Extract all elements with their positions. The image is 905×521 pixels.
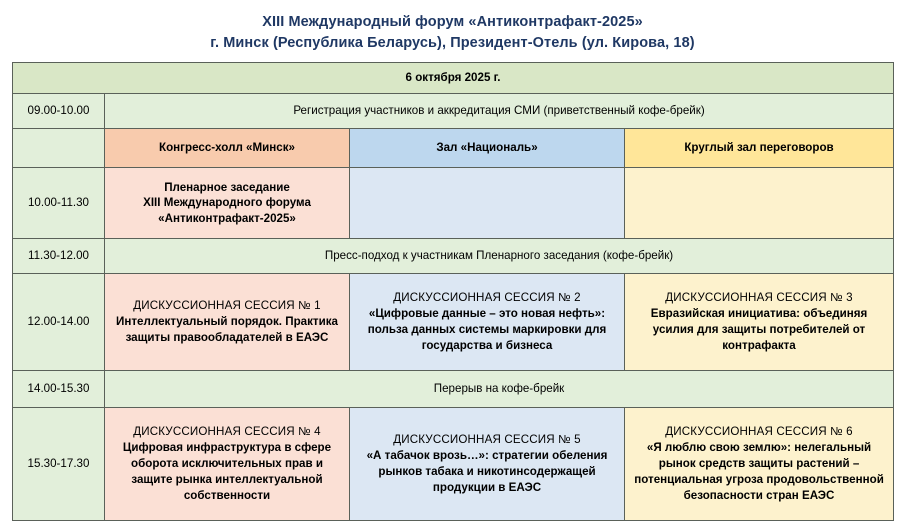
spacer-cell bbox=[13, 129, 105, 168]
page-title bbox=[12, 0, 893, 62]
session-5-label: ДИСКУССИОННАЯ СЕССИЯ № 5 bbox=[393, 432, 581, 446]
session-4-label: ДИСКУССИОННАЯ СЕССИЯ № 4 bbox=[133, 424, 321, 438]
plenary-line-1: Пленарное заседание bbox=[164, 180, 290, 194]
hall-header-kruglyi-zal-peregovorov: Круглый зал переговоров bbox=[625, 129, 894, 168]
table-row-sessions-midday bbox=[13, 274, 894, 371]
table-row-press bbox=[13, 239, 894, 274]
time-cell-registration: 09.00-10.00 bbox=[13, 94, 105, 129]
time-cell-plenary: 10.00-11.30 bbox=[13, 168, 105, 239]
time-cell-sessions-midday: 12.00-14.00 bbox=[13, 274, 105, 371]
empty-cell-hall3-plenary bbox=[625, 168, 894, 239]
forum-title-line-1: XIII Международный форум «Антиконтрафакт-2025» bbox=[262, 14, 643, 30]
time-cell-sessions-afternoon: 15.30-17.30 bbox=[13, 408, 105, 521]
session-4-title: Цифровая инфраструктура в сфере оборота исключительных прав и защите рынка интеллектуальной собственности bbox=[122, 441, 332, 503]
session-6-label: ДИСКУССИОННАЯ СЕССИЯ № 6 bbox=[665, 424, 853, 438]
session-cell-6 bbox=[625, 408, 894, 521]
table-row-date bbox=[13, 63, 894, 94]
table-row-hall-headers bbox=[13, 129, 894, 168]
session-3-title: Евразийская инициатива: объединяя усилия для защиты потребителей от контрафакта bbox=[650, 307, 868, 353]
session-cell-2 bbox=[350, 274, 625, 371]
session-3-label: ДИСКУССИОННАЯ СЕССИЯ № 3 bbox=[665, 290, 853, 304]
coffee-break-text: Перерыв на кофе-брейк bbox=[105, 371, 894, 408]
hall-header-zal-natsional: Зал «Националь» bbox=[350, 129, 625, 168]
time-cell-press: 11.30-12.00 bbox=[13, 239, 105, 274]
session-6-title: «Я люблю свою землю»: нелегальный рынок средств защиты растений – потенциальная угроза продовольственной безопасности стран ЕАЭС bbox=[634, 441, 884, 503]
empty-cell-hall2-plenary bbox=[350, 168, 625, 239]
time-cell-coffee-break: 14.00-15.30 bbox=[13, 371, 105, 408]
press-text: Пресс-подход к участникам Пленарного заседания (кофе-брейк) bbox=[105, 239, 894, 274]
session-5-title: «А табачок врозь…»: стратегии обеления рынков табака и никотинсодержащей продукции в ЕАЭС bbox=[366, 449, 608, 495]
session-cell-3 bbox=[625, 274, 894, 371]
plenary-line-3: «Антиконтрафакт-2025» bbox=[158, 211, 296, 225]
session-cell-4 bbox=[105, 408, 350, 521]
plenary-line-2: XIII Международного форума bbox=[143, 196, 311, 210]
plenary-session-cell bbox=[105, 168, 350, 239]
registration-text: Регистрация участников и аккредитация СМИ (приветственный кофе-брейк) bbox=[105, 94, 894, 129]
table-row-sessions-afternoon bbox=[13, 408, 894, 521]
session-1-title: Интеллектуальный порядок. Практика защиты правообладателей в ЕАЭС bbox=[116, 315, 338, 345]
session-2-title: «Цифровые данные – это новая нефть»: польза данных системы маркировки для государства и бизнеса bbox=[367, 307, 607, 353]
forum-title-line-2: г. Минск (Республика Беларусь), Президент-Отель (ул. Кирова, 18) bbox=[210, 35, 695, 51]
session-cell-5 bbox=[350, 408, 625, 521]
session-2-label: ДИСКУССИОННАЯ СЕССИЯ № 2 bbox=[393, 290, 581, 304]
session-1-label: ДИСКУССИОННАЯ СЕССИЯ № 1 bbox=[133, 298, 321, 312]
session-cell-1 bbox=[105, 274, 350, 371]
table-row-coffee-break bbox=[13, 371, 894, 408]
hall-header-kongress-holl-minsk: Конгресс-холл «Минск» bbox=[105, 129, 350, 168]
schedule-table bbox=[12, 62, 894, 521]
table-row-plenary bbox=[13, 168, 894, 239]
date-header-cell: 6 октября 2025 г. bbox=[13, 63, 894, 94]
table-row-registration bbox=[13, 94, 894, 129]
